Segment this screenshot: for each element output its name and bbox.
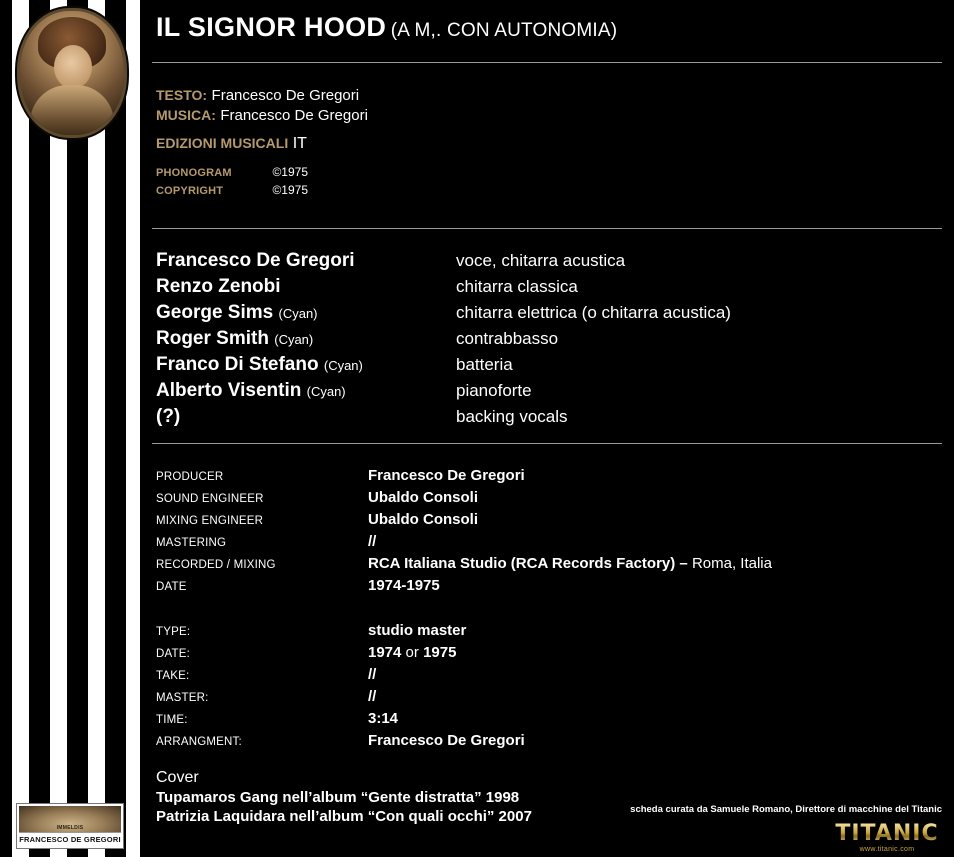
production-key: MASTERING	[156, 537, 227, 549]
cover-section	[156, 769, 716, 827]
rights-rows	[156, 164, 368, 198]
musica-value: Francesco De Gregori	[220, 107, 368, 124]
master-info-key: MASTER:	[156, 692, 209, 704]
musician-role: contrabbasso	[456, 329, 559, 348]
master-info-value	[368, 644, 456, 661]
musica-label: MUSICA:	[156, 107, 216, 123]
master-info-value-light: or	[401, 644, 424, 661]
phonogram-value: ©1975	[272, 165, 308, 179]
musician-note: (Cyan)	[306, 384, 346, 399]
credits-block	[156, 88, 368, 200]
production-value-light: Roma, Italia	[687, 555, 772, 572]
production-key: DATE	[156, 581, 187, 593]
production-value	[368, 511, 478, 528]
musician-role: voce, chitarra acustica	[456, 251, 626, 270]
badge-shell	[16, 803, 124, 849]
musician-name-cell	[156, 380, 456, 402]
musician-name-cell	[156, 302, 456, 324]
musician-row	[156, 380, 936, 402]
master-info-row	[156, 732, 936, 749]
musician-row	[156, 328, 936, 350]
musician-role: pianoforte	[456, 381, 532, 400]
cover-heading: Cover	[156, 769, 199, 786]
musician-name: Renzo Zenobi	[156, 276, 281, 297]
master-info-value-strong: Francesco De Gregori	[368, 732, 525, 749]
portrait-body	[30, 85, 114, 138]
cover-version: Patrizia Laquidara nell’album “Con quali occhi” 2007	[156, 808, 532, 825]
musician-role: backing vocals	[456, 407, 568, 426]
song-title: IL SIGNOR HOOD	[156, 12, 387, 42]
musician-role: batteria	[456, 355, 513, 374]
master-info-key: ARRANGMENT:	[156, 736, 242, 748]
master-info-value	[368, 622, 466, 639]
master-info-row	[156, 688, 936, 705]
master-info-key: TAKE:	[156, 670, 190, 682]
testo-value: Francesco De Gregori	[211, 87, 360, 104]
master-info-value-strong: 3:14	[368, 710, 399, 727]
musician-name-cell	[156, 250, 456, 272]
sidebar-decoration	[0, 0, 140, 857]
master-info-key: TYPE:	[156, 626, 191, 638]
logo-url: www.titanic.com	[859, 846, 915, 853]
phonogram-label: PHONOGRAM	[156, 167, 232, 179]
musician-role: chitarra classica	[456, 277, 578, 296]
musicians-list	[156, 250, 936, 432]
production-value	[368, 555, 772, 572]
testo-label: TESTO:	[156, 87, 208, 103]
stripe	[126, 0, 140, 857]
badge-emblem-icon	[19, 806, 121, 833]
master-info-row	[156, 622, 936, 639]
edizioni-label: EDIZIONI MUSICALI	[156, 135, 289, 151]
divider	[152, 443, 942, 444]
master-info-row	[156, 666, 936, 683]
divider	[152, 228, 942, 229]
musician-name: George Sims	[156, 302, 274, 323]
artist-badge	[16, 803, 124, 849]
portrait-face	[54, 45, 92, 89]
credit-row-edizioni	[156, 136, 368, 152]
master-info-row	[156, 644, 936, 661]
musician-row	[156, 250, 936, 272]
copyright-label: COPYRIGHT	[156, 185, 224, 197]
production-key: SOUND ENGINEER	[156, 493, 264, 505]
edizioni-value: IT	[292, 135, 307, 152]
footer-credit: scheda curata da Samuele Romano, Direttore di macchine del Titanic	[630, 804, 942, 815]
logo-wordmark: TITANIC	[832, 823, 942, 845]
musician-name-cell	[156, 354, 456, 376]
musician-role: chitarra elettrica (o chitarra acustica)	[456, 303, 731, 322]
production-value-strong: Ubaldo Consoli	[368, 511, 478, 528]
production-value-strong: RCA Italiana Studio (RCA Records Factory) –	[368, 555, 688, 572]
copyright-value: ©1975	[272, 183, 308, 197]
musician-name: Franco Di Stefano	[156, 354, 319, 375]
musician-row	[156, 354, 936, 376]
master-info-value-strong: studio master	[368, 622, 467, 639]
musician-name: (?)	[156, 406, 181, 427]
production-row	[156, 555, 936, 572]
musician-note: (Cyan)	[274, 332, 314, 347]
production-row	[156, 511, 936, 528]
phonogram-row	[156, 164, 368, 180]
master-info-value	[368, 732, 525, 749]
production-value-strong: Francesco De Gregori	[368, 467, 525, 484]
musician-note: (Cyan)	[278, 306, 318, 321]
musician-name: Alberto Visentin	[156, 380, 302, 401]
master-info-value	[368, 710, 398, 727]
production-value-strong: 1974-1975	[368, 577, 440, 594]
song-subtitle: (A M,. CON AUTONOMIA)	[390, 20, 618, 41]
master-info-value-strong: 1974	[368, 644, 402, 661]
master-info-value-strong2: 1975	[423, 644, 457, 661]
production-row	[156, 489, 936, 506]
page-title	[156, 12, 617, 43]
musician-row	[156, 406, 936, 428]
production-table	[156, 467, 936, 599]
production-value-strong: //	[368, 533, 377, 550]
badge-emblem-text: IMMELDIS	[56, 825, 84, 831]
production-key: PRODUCER	[156, 471, 224, 483]
artist-portrait	[17, 8, 127, 138]
master-info-value-strong: //	[368, 666, 377, 683]
credit-row-testo	[156, 88, 368, 104]
musician-row	[156, 302, 936, 324]
production-key: MIXING ENGINEER	[156, 515, 264, 527]
master-info-value	[368, 666, 376, 683]
production-value	[368, 533, 376, 550]
main-content	[140, 0, 954, 857]
production-value	[368, 467, 525, 484]
master-info-table	[156, 622, 936, 754]
production-value-strong: Ubaldo Consoli	[368, 489, 478, 506]
musician-name-cell	[156, 406, 456, 428]
copyright-row	[156, 182, 368, 198]
musician-name-cell	[156, 328, 456, 350]
credit-row-musica	[156, 108, 368, 124]
master-info-value-strong: //	[368, 688, 377, 705]
cover-version: Tupamaros Gang nell’album “Gente distratta” 1998	[156, 789, 520, 806]
production-key: RECORDED / MIXING	[156, 559, 276, 571]
production-value	[368, 577, 440, 594]
musician-row	[156, 276, 936, 298]
production-row	[156, 533, 936, 550]
titanic-logo	[832, 823, 942, 853]
musician-note: (Cyan)	[323, 358, 363, 373]
master-info-key: DATE:	[156, 648, 191, 660]
production-value	[368, 489, 478, 506]
master-info-key: TIME:	[156, 714, 188, 726]
master-info-value	[368, 688, 376, 705]
musician-name: Francesco De Gregori	[156, 250, 355, 271]
musician-name-cell	[156, 276, 456, 298]
badge-artist-name: FRANCESCO DE GREGORI	[19, 835, 121, 844]
musician-name: Roger Smith	[156, 328, 269, 349]
master-info-row	[156, 710, 936, 727]
divider	[152, 62, 942, 63]
production-row	[156, 577, 936, 594]
portrait-image	[20, 11, 124, 135]
production-row	[156, 467, 936, 484]
